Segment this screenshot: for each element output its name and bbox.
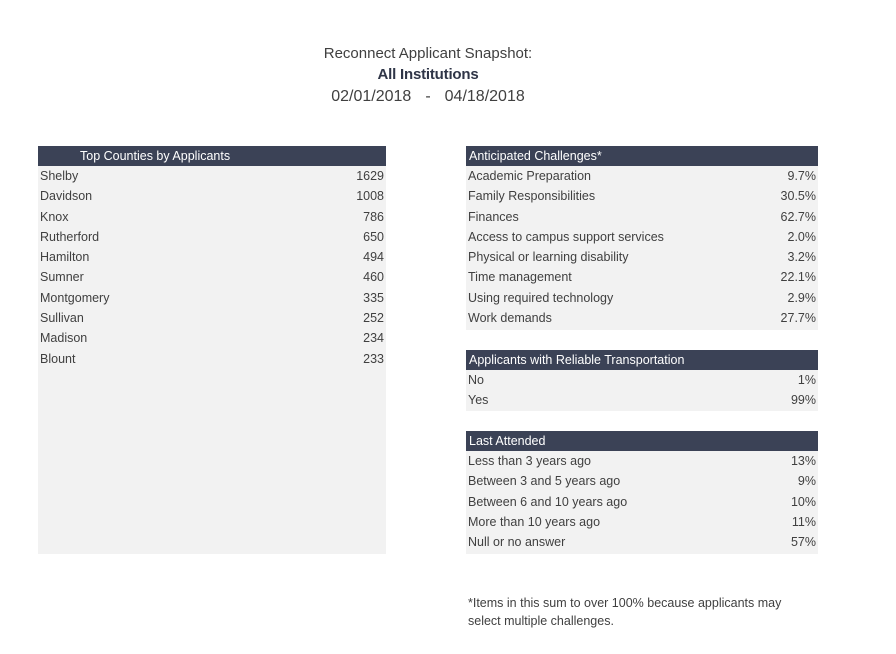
challenge-name: Family Responsibilities [468, 189, 596, 204]
report-title: Reconnect Applicant Snapshot: [323, 45, 533, 62]
table-row [466, 207, 818, 227]
challenge-percent: 3.2% [787, 250, 816, 265]
table-row [38, 207, 386, 227]
last-attended-range: Between 6 and 10 years ago [468, 494, 628, 509]
county-name: Madison [40, 331, 88, 346]
county-count: 786 [363, 209, 384, 224]
table-row [38, 267, 386, 287]
challenge-name: Academic Preparation [468, 169, 591, 183]
table-row [466, 227, 818, 247]
table-row [466, 492, 818, 512]
county-name: Rutherford [40, 229, 100, 244]
reliable-transportation-header: Applicants with Reliable Transportation [466, 350, 818, 370]
date-range [0, 86, 856, 108]
last-attended-percent: 11% [791, 514, 816, 529]
last-attended-range: Null or no answer [468, 535, 566, 550]
table-row [466, 186, 818, 206]
county-count: 1629 [356, 169, 384, 183]
county-name: Knox [40, 209, 69, 224]
county-count: 494 [363, 250, 384, 265]
anticipated-challenges-header: Anticipated Challenges* [466, 146, 818, 166]
transport-answer: Yes [468, 393, 489, 408]
last-attended-percent: 9% [797, 474, 816, 489]
table-row [466, 390, 818, 410]
table-row [466, 451, 818, 471]
table-row [38, 166, 386, 186]
institution-scope: All Institutions [377, 66, 479, 83]
last-attended-panel [466, 431, 818, 554]
table-row [466, 267, 818, 287]
county-count: 460 [363, 270, 384, 285]
date-start: 02/01/2018 [331, 88, 412, 105]
challenge-percent: 27.7% [780, 311, 816, 326]
county-name: Sullivan [40, 311, 84, 326]
footnote-line: *Items in this sum to over 100% because applicants may [468, 596, 782, 610]
top-counties-panel [38, 146, 386, 554]
table-row [38, 288, 386, 308]
challenge-percent: 30.5% [780, 189, 816, 204]
transport-percent: 1% [797, 373, 816, 387]
challenge-percent: 9.7% [787, 169, 816, 183]
last-attended-range: Between 3 and 5 years ago [468, 474, 621, 489]
table-row [38, 247, 386, 267]
last-attended-header: Last Attended [466, 431, 818, 451]
transport-percent: 99% [790, 393, 816, 408]
county-count: 1008 [356, 189, 384, 204]
county-name: Sumner [40, 270, 84, 285]
date-end: 04/18/2018 [444, 88, 525, 105]
county-name: Hamilton [40, 250, 90, 265]
challenge-name: Using required technology [468, 290, 614, 305]
top-counties-header: Top Counties by Applicants [38, 146, 386, 166]
table-row [466, 308, 818, 328]
table-row [38, 349, 386, 369]
county-count: 234 [363, 331, 384, 346]
challenge-name: Access to campus support services [468, 229, 664, 244]
table-row [466, 370, 818, 390]
county-name: Blount [40, 351, 76, 366]
challenge-percent: 2.9% [787, 290, 816, 305]
anticipated-challenges-panel [466, 146, 818, 330]
county-count: 252 [363, 311, 384, 326]
table-row [38, 186, 386, 206]
challenge-name: Time management [468, 270, 572, 285]
county-count: 335 [363, 290, 384, 305]
challenge-percent: 22.1% [780, 270, 816, 285]
last-attended-range: Less than 3 years ago [468, 454, 591, 468]
footnote [468, 594, 818, 630]
table-row [38, 308, 386, 328]
county-name: Davidson [40, 189, 93, 204]
table-row [38, 328, 386, 348]
challenge-name: Physical or learning disability [468, 250, 629, 265]
report-title-block [0, 44, 856, 108]
table-row [466, 471, 818, 491]
table-row [466, 247, 818, 267]
county-name: Shelby [40, 169, 79, 183]
table-row [466, 288, 818, 308]
table-row [38, 227, 386, 247]
last-attended-percent: 13% [790, 454, 816, 468]
county-name: Montgomery [40, 290, 110, 305]
reliable-transportation-panel [466, 350, 818, 411]
table-row [466, 166, 818, 186]
challenge-percent: 2.0% [787, 229, 816, 244]
county-count: 233 [363, 351, 384, 366]
footnote-line: select multiple challenges. [468, 614, 614, 628]
challenge-percent: 62.7% [780, 209, 816, 224]
last-attended-percent: 57% [790, 535, 816, 550]
challenge-name: Finances [468, 209, 519, 224]
date-separator: - [425, 88, 431, 105]
table-row [466, 512, 818, 532]
transport-answer: No [468, 373, 484, 387]
last-attended-percent: 10% [790, 494, 816, 509]
challenge-name: Work demands [468, 311, 552, 326]
last-attended-range: More than 10 years ago [468, 514, 601, 529]
county-count: 650 [363, 229, 384, 244]
table-row [466, 532, 818, 552]
